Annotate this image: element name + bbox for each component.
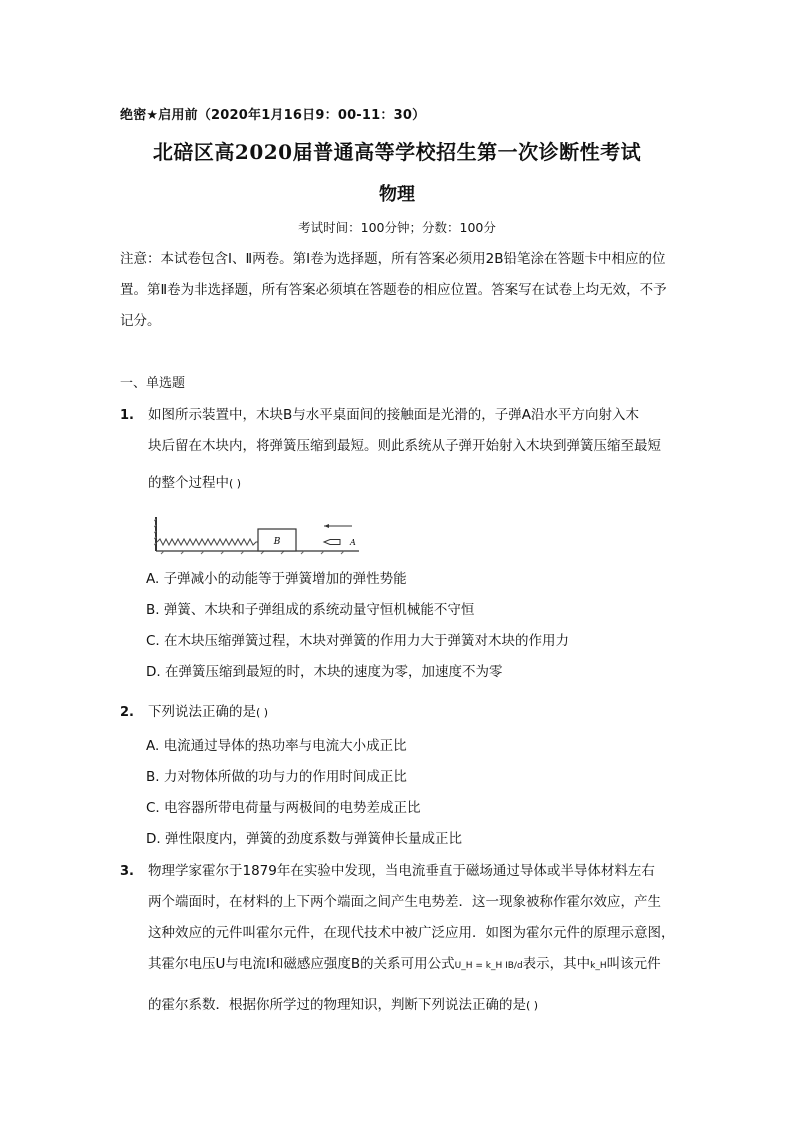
question-1 bbox=[120, 400, 680, 499]
exam-meta: 考试时间：100分钟；分数：100分 bbox=[298, 220, 496, 235]
spring-block-figure bbox=[154, 515, 364, 555]
answer-paren: ( ) bbox=[256, 706, 269, 719]
block-label: B bbox=[273, 537, 281, 547]
spring bbox=[157, 539, 258, 545]
question-number: 2. bbox=[120, 705, 134, 720]
question-stem: 如图所示装置中，木块B与水平桌面间的接触面是光滑的，子弹A沿水平方向射入木 块后留在木块内，将弹簧压缩到最短。则此系统从子弹开始射入木块到弹簧压缩至最短 的整个过程中( ) bbox=[148, 407, 661, 491]
question-number: 1. bbox=[120, 408, 134, 423]
hall-coefficient: k_H bbox=[590, 961, 607, 971]
option-a[interactable]: A. 电流通过导体的热功率与电流大小成正比 bbox=[146, 738, 407, 754]
subject-title: 物理 bbox=[379, 184, 415, 205]
question-3 bbox=[120, 856, 680, 1021]
arrow-head-icon bbox=[324, 524, 329, 528]
confidential-header: 绝密★启用前（2020年1月16日9：00-11：30） bbox=[120, 108, 426, 123]
hall-formula: U_H = k_H IB/d bbox=[454, 961, 523, 971]
option-d[interactable]: D. 弹性限度内，弹簧的劲度系数与弹簧伸长量成正比 bbox=[146, 831, 462, 847]
bullet-a bbox=[324, 540, 340, 545]
section-heading: 一、单选题 bbox=[120, 376, 186, 391]
option-d[interactable]: D. 在弹簧压缩到最短的时，木块的速度为零，加速度不为零 bbox=[146, 664, 503, 680]
answer-paren: ( ) bbox=[229, 477, 242, 490]
exam-title: 北碚区高2020届普通高等学校招生第一次诊断性考试 bbox=[152, 140, 642, 164]
question-2 bbox=[120, 697, 680, 728]
option-a[interactable]: A. 子弹减小的动能等于弹簧增加的弹性势能 bbox=[146, 571, 407, 587]
question-stem: 物理学家霍尔于1879年在实验中发现，当电流垂直于磁场通过导体或半导体材料左右 两个端面时，在材料的上下两个端面之间产生电势差．这一现象被称作霍尔效应，产生 这种效应的元件叫霍尔元件，在现代技术中被广泛应用．如图为霍尔元件的原理示意图， 其霍尔电压U与电流I和磁感应强度B的关系可用公式U_H = k_H IB/d表示，其中k_H叫该元件 的霍尔系数．根据你所学过的物理知识，判断下列说法正确的是( ) bbox=[148, 863, 675, 1013]
exam-note: 注意：本试卷包含Ⅰ、Ⅱ两卷。第Ⅰ卷为选择题，所有答案必须用2B铅笔涂在答题卡中相应的位置。第Ⅱ卷为非选择题，所有答案必须填在答题卷的相应位置。答案写在试卷上均无效，不予记分。 bbox=[120, 251, 667, 329]
question-stem: 下列说法正确的是 bbox=[148, 704, 256, 720]
bullet-label: A bbox=[350, 538, 356, 547]
option-b[interactable]: B. 弹簧、木块和子弹组成的系统动量守恒机械能不守恒 bbox=[146, 602, 475, 618]
option-c[interactable]: C. 电容器所带电荷量与两极间的电势差成正比 bbox=[146, 800, 421, 816]
option-b[interactable]: B. 力对物体所做的功与力的作用时间成正比 bbox=[146, 769, 407, 785]
option-c[interactable]: C. 在木块压缩弹簧过程，木块对弹簧的作用力大于弹簧对木块的作用力 bbox=[146, 633, 570, 649]
question-1-options bbox=[146, 564, 569, 688]
question-number: 3. bbox=[120, 864, 134, 879]
answer-paren: ( ) bbox=[526, 999, 539, 1012]
question-2-options bbox=[146, 731, 462, 855]
